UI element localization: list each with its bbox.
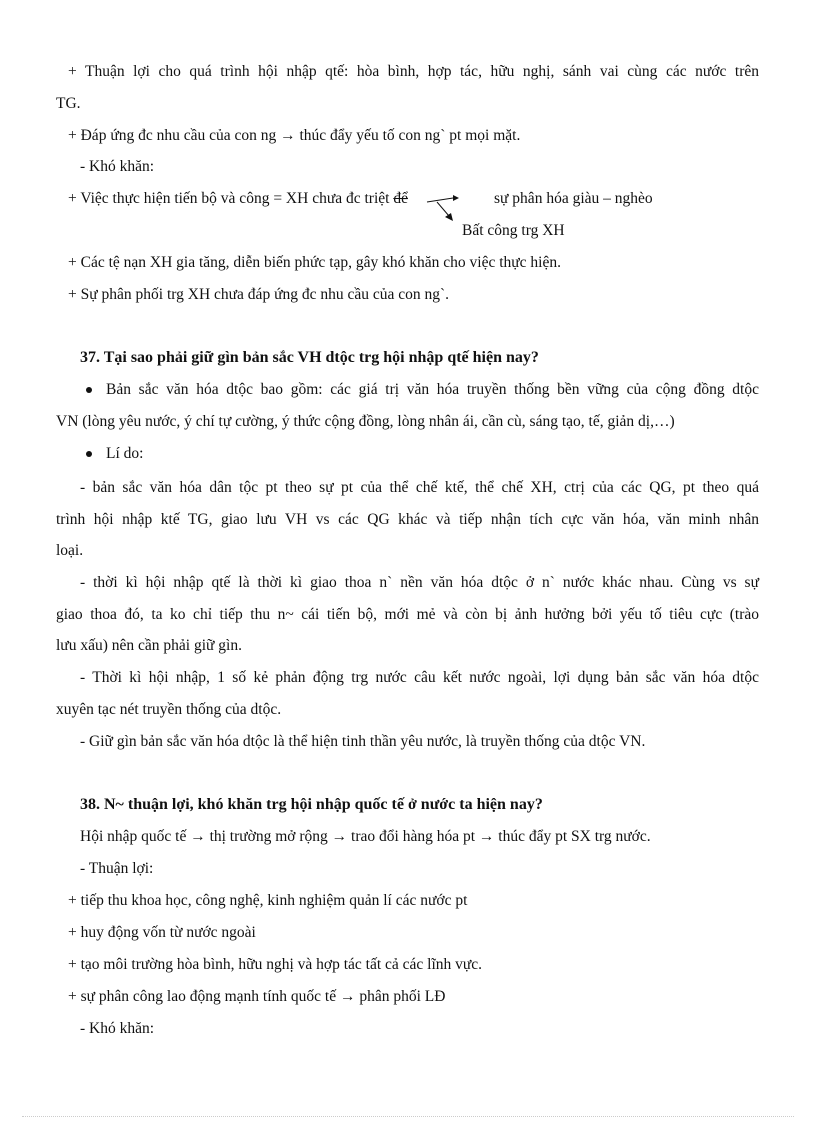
page-footer-rule	[22, 1116, 794, 1117]
bullet-dot	[86, 451, 92, 457]
bullet-2: Lí do:	[106, 445, 144, 462]
reason-3-line-1: - Thời kì hội nhập, 1 số kẻ phản động trg nước câu kết nước ngoài, lợi dụng bản sắc văn hóa dtộc	[80, 669, 759, 686]
bullet-1-line-2: VN (lòng yêu nước, ý chí tự cường, ý thức cộng đồng, lòng nhân ái, cần cù, sáng tạo, tế, giản dị,…)	[56, 413, 675, 430]
difficulty-label: - Khó khăn:	[80, 158, 155, 175]
branch-arrows	[425, 192, 465, 226]
reason-4: - Giữ gìn bản sắc văn hóa dtộc là thể hiện tinh thần yêu nước, là truyền thống của dtộc VN.	[80, 733, 646, 750]
branch-top-text: sự phân hóa giàu – nghèo	[494, 190, 653, 207]
difficulty-line-2: + Các tệ nạn XH gia tăng, diễn biến phức tạp, gây khó khăn cho việc thực hiện.	[68, 254, 561, 271]
reason-1-line-3: loại.	[56, 542, 84, 559]
bullet-1-line-1: Bản sắc văn hóa dtộc bao gồm: các giá trị văn hóa truyền thống bền vững của cộng đồng dtộc	[106, 381, 759, 398]
bullet-dot	[86, 387, 92, 393]
reason-3-line-2: xuyên tạc nét truyền thống của dtộc.	[56, 701, 282, 718]
advantage-item: + tiếp thu khoa học, công nghệ, kinh nghiệm quản lí các nước pt	[68, 892, 468, 909]
arrow-head-down	[445, 213, 453, 221]
reason-1-line-1: - bản sắc văn hóa dân tộc pt theo sự pt của thể chế ktế, thể chế XH, ctrị của các QG, pt theo quá	[80, 479, 759, 496]
advantage-line-2: + Đáp ứng đc nhu cầu của con ng → thúc đẩy yếu tố con ng` pt mọi mặt.	[68, 127, 521, 144]
difficulty-line-1	[68, 189, 408, 209]
question-38-heading: 38. N~ thuận lợi, khó khăn trg hội nhập quốc tế ở nước ta hiện nay?	[80, 796, 543, 813]
advantage-item: + sự phân công lao động mạnh tính quốc tế → phân phối LĐ	[68, 988, 446, 1005]
reason-1-line-2: trình hội nhập ktế TG, giao lưu VH vs các QG khác và tiếp nhận tích cực văn hóa, văn minh nhân	[56, 511, 759, 528]
branch-bottom-text: Bất công trg XH	[462, 222, 565, 239]
arrow-head-right	[453, 195, 459, 201]
reason-2-line-2: giao thoa đó, ta ko chỉ tiếp thu n~ cái tiến bộ, mới mẻ và còn bị ảnh hưởng bởi yếu tố tiêu cực (trào	[56, 606, 759, 623]
difficulties-label: - Khó khăn:	[80, 1020, 155, 1037]
advantage-item: + huy động vốn từ nước ngoài	[68, 924, 256, 941]
reason-2-line-3: lưu xấu) nên cần phải giữ gìn.	[56, 637, 242, 654]
reason-2-line-1: - thời kì hội nhập qtế là thời kì giao thoa n` nền văn hóa dtộc ở n` nước khác nhau. Cùng vs sự	[80, 574, 759, 591]
advantage-line-1: + Thuận lợi cho quá trình hội nhập qtế: hòa bình, hợp tác, hữu nghị, sánh vai cùng các nước trên	[68, 63, 759, 80]
struck-word: để	[393, 190, 408, 207]
question-37-heading: 37. Tại sao phải giữ gìn bản sắc VH dtộc trg hội nhập qtế hiện nay?	[80, 349, 539, 366]
advantages-label: - Thuận lợi:	[80, 860, 154, 877]
difficulty-line-3: + Sự phân phối trg XH chưa đáp ứng đc nhu cầu của con ng`.	[68, 286, 450, 303]
advantage-line-1-continuation: TG.	[56, 95, 81, 112]
intro-line: Hội nhập quốc tế → thị trường mở rộng → trao đổi hàng hóa pt → thúc đẩy pt SX trg nước.	[80, 828, 651, 845]
difficulty-line-1-text: + Việc thực hiện tiến bộ và công = XH chưa đc triệt	[68, 190, 394, 207]
advantage-item: + tạo môi trường hòa bình, hữu nghị và hợp tác tất cả các lĩnh vực.	[68, 956, 483, 973]
